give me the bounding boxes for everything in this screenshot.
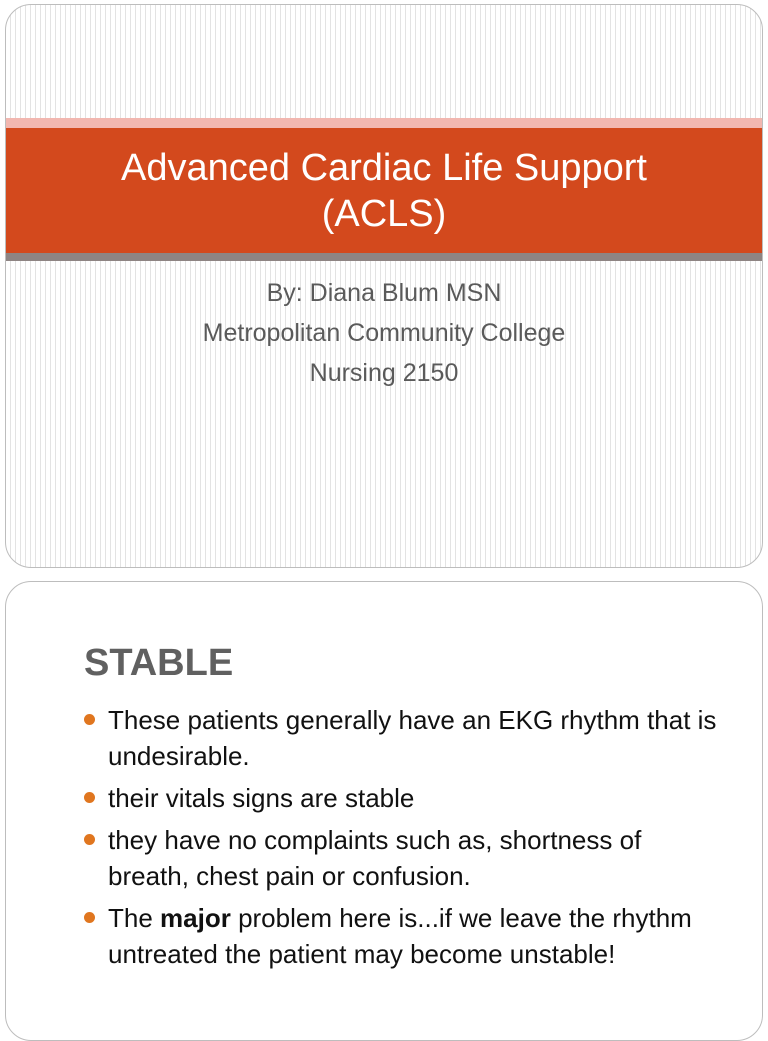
slide-subtitle	[6, 273, 762, 393]
bullet-dot-icon	[84, 834, 95, 845]
bullet-dot-icon	[84, 792, 95, 803]
slide-title-line-1: Advanced Cardiac Life Support	[121, 146, 647, 189]
bullet-item	[82, 780, 722, 816]
subtitle-author: By: Diana Blum MSN	[266, 279, 502, 307]
bullet-text-emphasis: major	[160, 903, 231, 933]
bullet-text: their vitals signs are stable	[108, 783, 415, 813]
title-band	[6, 128, 762, 253]
title-slide	[5, 4, 763, 568]
slide-heading: STABLE	[84, 642, 234, 684]
bullet-text-before: The	[108, 903, 161, 933]
bullet-dot-icon	[84, 912, 95, 923]
bullet-item	[82, 822, 722, 894]
content-slide	[5, 581, 763, 1041]
title-band-top-stripe	[6, 118, 762, 128]
bullet-item	[82, 900, 722, 972]
title-band-bottom-stripe	[6, 253, 762, 261]
bullet-text: These patients generally have an EKG rhythm that is undesirable.	[108, 705, 717, 771]
bullet-item	[82, 702, 722, 774]
subtitle-institution: Metropolitan Community College	[202, 319, 566, 347]
bullet-list	[82, 702, 722, 978]
bullet-dot-icon	[84, 714, 95, 725]
slide-title-line-2: (ACLS)	[321, 192, 447, 235]
subtitle-course: Nursing 2150	[309, 359, 459, 387]
bullet-text: they have no complaints such as, shortness of breath, chest pain or confusion.	[108, 825, 642, 891]
bullet-text-after: problem here is...if we leave the rhythm untreated the patient may become unstable!	[108, 903, 692, 969]
